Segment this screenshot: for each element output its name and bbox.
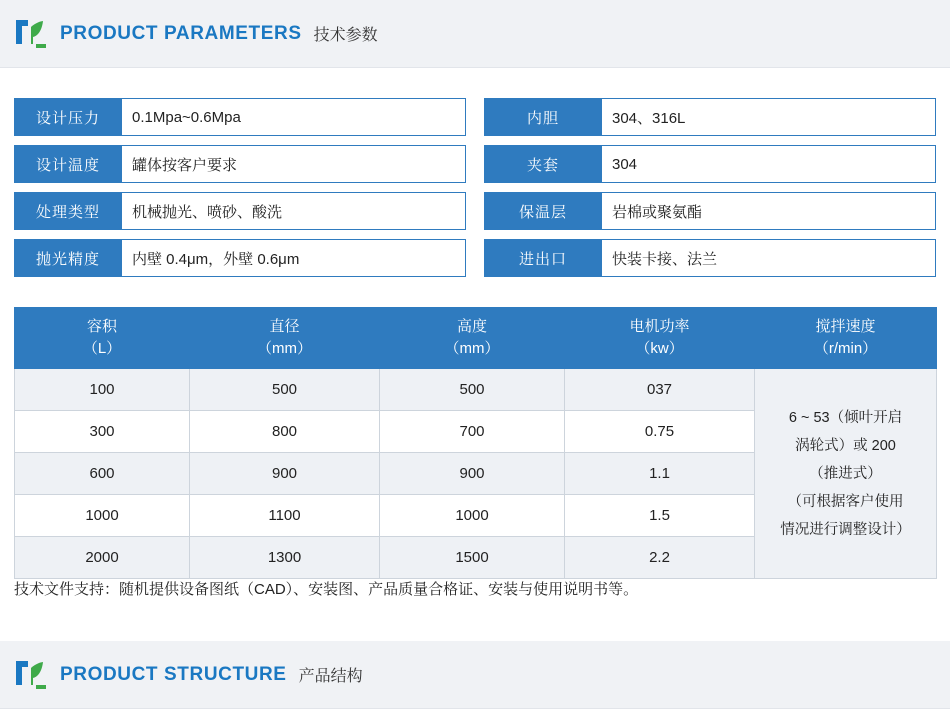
- cell-height: 700: [380, 411, 565, 453]
- parameter-label: 设计温度: [14, 145, 122, 183]
- section-title-cn: 产品结构: [298, 668, 363, 685]
- leaf-arrow-logo-icon: [14, 18, 48, 50]
- parameter-label: 保温层: [484, 192, 602, 230]
- parameter-value: 罐体按客户要求: [122, 145, 466, 183]
- table-header-row: [15, 308, 937, 369]
- cell-height: 1000: [380, 495, 565, 537]
- stir-speed-line: 情况进行调整设计）: [780, 521, 911, 538]
- cell-power: 1.5: [565, 495, 755, 537]
- table-row: [15, 369, 937, 411]
- parameter-value: 0.1Mpa~0.6Mpa: [122, 98, 466, 136]
- parameter-row: [14, 98, 466, 136]
- stir-speed-line: 涡轮式）或 200: [795, 437, 896, 454]
- header-line-2: （mm）: [444, 340, 500, 357]
- header-line-2: （kw）: [635, 340, 684, 357]
- parameter-label: 处理类型: [14, 192, 122, 230]
- header-line-2: （L）: [82, 340, 122, 357]
- parameter-value: 内壁 0.4μm，外壁 0.6μm: [122, 239, 466, 277]
- cell-power: 037: [565, 369, 755, 411]
- header-line-1: 容积: [86, 318, 117, 335]
- column-header-height: [380, 308, 565, 369]
- cell-diameter: 1300: [190, 537, 380, 579]
- section-header-structure-wrapper: [0, 641, 950, 709]
- cell-diameter: 800: [190, 411, 380, 453]
- cell-diameter: 500: [190, 369, 380, 411]
- parameter-row: [14, 239, 466, 277]
- parameter-value: 机械抛光、喷砂、酸洗: [122, 192, 466, 230]
- cell-volume: 100: [15, 369, 190, 411]
- parameter-value: 304、316L: [602, 98, 936, 136]
- section-title-en: PRODUCT PARAMETERS: [60, 22, 302, 44]
- header-line-1: 电机功率: [629, 318, 690, 335]
- technical-document-note: 技术文件支持：随机提供设备图纸（CAD）、安装图、产品质量合格证、安装与使用说明书等。: [14, 581, 639, 598]
- section-title-cn: 技术参数: [313, 27, 378, 44]
- parameter-value: 岩棉或聚氨酯: [602, 192, 936, 230]
- cell-height: 1500: [380, 537, 565, 579]
- cell-diameter: 1100: [190, 495, 380, 537]
- parameter-row: [484, 192, 936, 230]
- cell-power: 0.75: [565, 411, 755, 453]
- cell-height: 900: [380, 453, 565, 495]
- cell-stir-speed: [755, 369, 937, 579]
- cell-diameter: 900: [190, 453, 380, 495]
- header-line-2: （mm）: [257, 340, 312, 357]
- cell-volume: 300: [15, 411, 190, 453]
- section-title-en: PRODUCT STRUCTURE: [60, 663, 287, 685]
- header-line-1: 直径: [269, 318, 300, 335]
- parameter-column-right: [484, 98, 936, 286]
- section-header-structure: [0, 641, 950, 709]
- cell-volume: 2000: [15, 537, 190, 579]
- header-line-2: （r/min）: [813, 340, 878, 357]
- parameter-label: 内胆: [484, 98, 602, 136]
- parameter-blocks: [14, 98, 936, 286]
- leaf-arrow-logo-icon: [14, 659, 48, 691]
- cell-power: 1.1: [565, 453, 755, 495]
- parameter-value: 快装卡接、法兰: [602, 239, 936, 277]
- parameter-value: 304: [602, 145, 936, 183]
- parameter-label: 夹套: [484, 145, 602, 183]
- column-header-stir-speed: [755, 308, 937, 369]
- parameter-label: 进出口: [484, 239, 602, 277]
- specification-table: [14, 307, 937, 579]
- header-line-1: 高度: [456, 318, 487, 335]
- column-header-motor-power: [565, 308, 755, 369]
- parameter-row: [484, 145, 936, 183]
- header-line-1: 搅拌速度: [815, 318, 876, 335]
- parameter-label: 设计压力: [14, 98, 122, 136]
- column-header-diameter: [190, 308, 380, 369]
- parameter-column-left: [14, 98, 466, 286]
- stir-speed-line: （可根据客户使用: [787, 493, 904, 510]
- stir-speed-line: （推进式）: [809, 465, 882, 482]
- cell-power: 2.2: [565, 537, 755, 579]
- parameter-row: [14, 145, 466, 183]
- parameter-label: 抛光精度: [14, 239, 122, 277]
- stir-speed-line: 6 ~ 53（倾叶开启: [788, 409, 903, 426]
- parameter-row: [484, 98, 936, 136]
- column-header-volume: [15, 308, 190, 369]
- parameter-row: [484, 239, 936, 277]
- cell-volume: 600: [15, 453, 190, 495]
- section-header-parameters: [0, 0, 950, 68]
- parameter-row: [14, 192, 466, 230]
- cell-volume: 1000: [15, 495, 190, 537]
- cell-height: 500: [380, 369, 565, 411]
